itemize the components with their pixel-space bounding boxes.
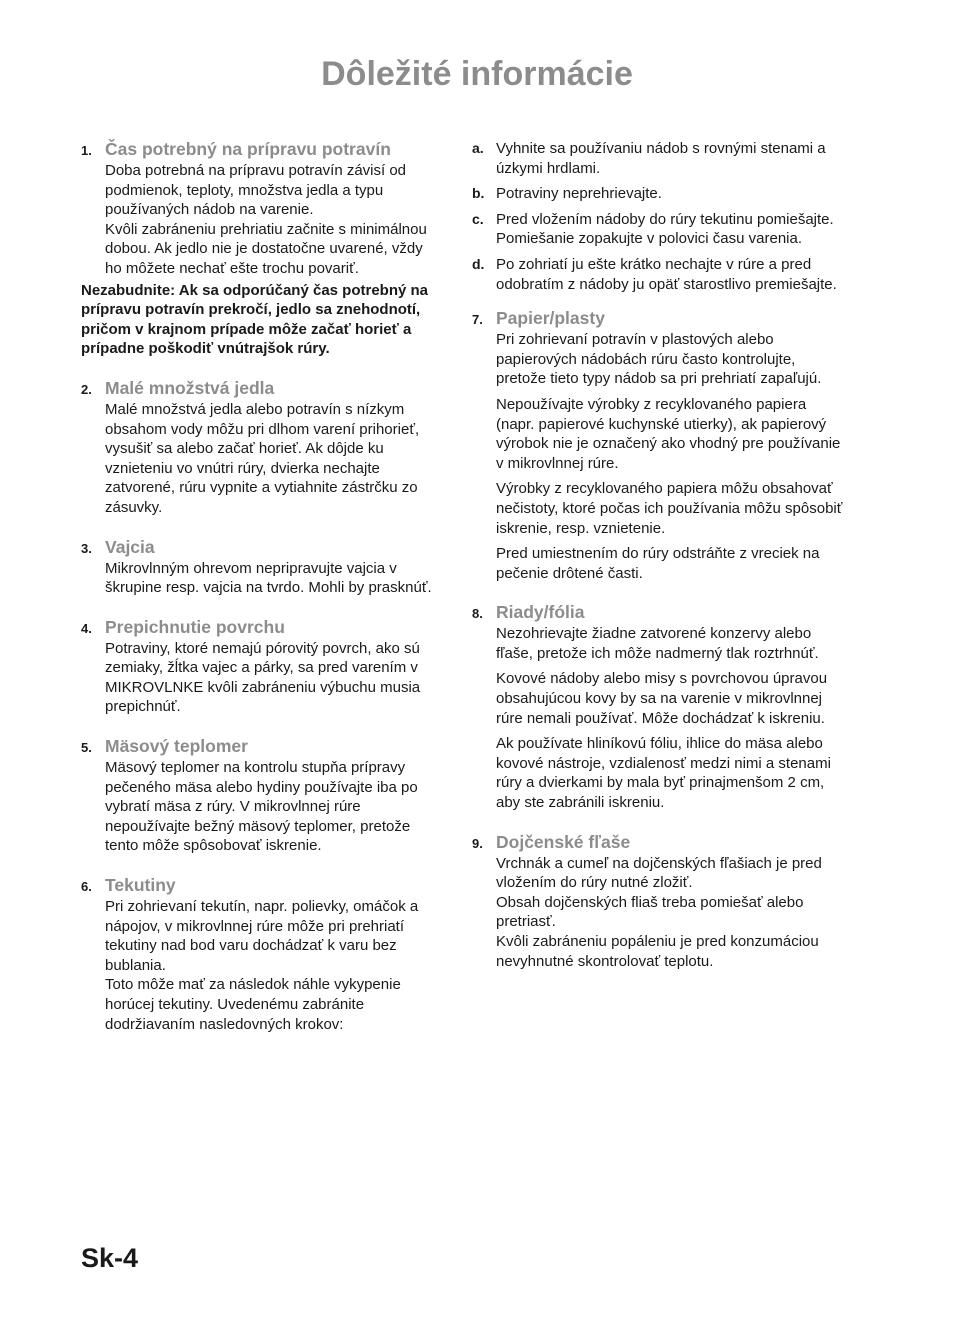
section-number: 3. [81, 540, 92, 556]
section-heading [472, 832, 844, 854]
section-title: Dojčenské fľaše [496, 831, 631, 852]
paragraph: Doba potrebná na prípravu potravín závisí od podmienok, teploty, množstva jedla a typu používaných nádob na varenie. [105, 162, 407, 219]
section-heading [472, 602, 844, 624]
section-heading [472, 308, 844, 330]
section-heading [81, 139, 443, 161]
section-heading [81, 875, 443, 897]
section-title: Malé množstvá jedla [105, 377, 275, 398]
section-heading [81, 378, 443, 400]
paragraph: Potraviny, ktoré nemajú pórovitý povrch, ako sú zemiaky, žĺtka vajec a párky, sa pred varením v MIKROVLNKE kvôli zabráneniu výbuchu musia prepichnúť. [105, 639, 421, 716]
list-letter: a. [472, 140, 484, 156]
section-heading [81, 736, 443, 758]
section-title: Čas potrebný na prípravu potravín [105, 139, 391, 159]
list-letter: d. [472, 255, 485, 272]
paragraph: Pri zohrievaní tekutín, napr. polievky, omáčok a nápojov, v mikrovlnnej rúre môže pri prehriatí tekutiny nad bod varu dochádzať k varu bez bublania. [105, 898, 419, 974]
paragraph: Mikrovlnným ohrevom nepripravujte vajcia v škrupine resp. vajcia na tvrdo. Mohli by prasknúť. [105, 559, 432, 597]
section-preparation-time [81, 139, 443, 359]
paragraph: Vrchnák a cumeľ na dojčenských fľašiach je pred vložením do rúry nutné zložiť. [496, 854, 822, 892]
list-text: Pred vložením nádoby do rúry tekutinu pomiešajte. Pomiešanie zopakujte v polovici času varenia. [496, 210, 834, 248]
right-column [472, 139, 844, 990]
left-column [81, 139, 443, 1053]
list-item [472, 255, 844, 294]
warning-note: Nezabudnite: Ak sa odporúčaný čas potrebný na prípravu potravín prekročí, jedlo sa znehodnotí, pričom v krajnom prípade môže začať horieť a prípadne poškodiť vnútrajšok rúry. [81, 281, 429, 358]
section-title: Riady/fólia [496, 602, 585, 623]
section-heading [81, 617, 443, 639]
paragraph: Malé množstvá jedla alebo potravín s nízkym obsahom vody môžu pri dlhom varení prihorieť, vysušiť sa alebo začať horieť. Ak dôjde ku vznieteniu vo vnútri rúry, dvierka nechajte zatvorené, rúru vypnite a vytiahnite zástrčku zo zásuvky. [105, 400, 420, 516]
section-number: 4. [81, 620, 92, 636]
section-number: 1. [81, 143, 92, 158]
section-title: Papier/plasty [496, 308, 605, 329]
paragraph: Nepoužívajte výrobky z recyklovaného papiera (napr. papierové kuchynské utierky), ak papierový výrobok nie je označený ako vhodný pre používanie v mikrovlnnej rúre. [496, 395, 841, 472]
section-dishes-foil [472, 602, 844, 812]
section-number: 7. [472, 312, 483, 328]
paragraph: Nezohrievajte žiadne zatvorené konzervy alebo fľaše, pretože ich môže nadmerný tlak roztrhnúť. [496, 625, 819, 662]
section-heading [81, 537, 443, 559]
list-item [472, 210, 844, 249]
section-title: Tekutiny [105, 875, 176, 896]
page-title: Dôležité informácie [321, 55, 633, 93]
paragraph: Pred umiestnením do rúry odstráňte z vreciek na pečenie drôtené časti. [496, 545, 820, 582]
paragraph: Toto môže mať za následok náhle vykypenie horúcej tekutiny. Uvedenému zabránite dodržiavaním nasledovných krokov: [105, 976, 401, 1033]
paragraph: Kovové nádoby alebo misy s povrchovou úpravou obsahujúcou kovy by sa na varenie v mikrovlnnej rúre nemali používať. Môže dochádzať k iskreniu. [496, 670, 828, 727]
section-title: Vajcia [105, 536, 155, 557]
section-liquids [81, 875, 443, 1034]
list-letter: c. [472, 210, 484, 227]
list-item [472, 139, 844, 178]
paragraph: Obsah dojčenských fliaš treba pomiešať alebo pretriasť. [496, 893, 804, 931]
paragraph: Výrobky z recyklovaného papiera môžu obsahovať nečistoty, ktoré počas ich používania môžu spôsobiť iskrenie, resp. vznietenie. [496, 480, 843, 537]
paragraph: Kvôli zabráneniu prehriatiu začnite s minimálnou dobou. Ak jedlo nie je dostatočne uvarené, vždy ho môžete nechať ešte trochu povariť. [105, 220, 427, 277]
section-number: 5. [81, 740, 92, 756]
section-small-quantities [81, 378, 443, 518]
paragraph: Mäsový teplomer na kontrolu stupňa prípravy pečeného mäsa alebo hydiny používajte iba po vybratí mäsa z rúry. V mikrovlnnej rúre nepoužívajte bežný mäsový teplomer, pretože tento môže spôsobovať iskrenie. [105, 759, 418, 855]
liquid-steps-list [472, 139, 844, 294]
paragraph: Pri zohrievaní potravín v plastových alebo papierových nádobách rúru často kontrolujte, pretože tieto typy nádob sa pri prehriatí zapaľujú. [496, 331, 822, 388]
list-text: Vyhnite sa používaniu nádob s rovnými stenami a úzkymi hrdlami. [496, 140, 826, 177]
paragraph: Kvôli zabráneniu popáleniu je pred konzumáciou nevyhnutné skontrolovať teplotu. [496, 933, 819, 970]
section-paper-plastics [472, 308, 844, 583]
list-item [472, 184, 844, 204]
section-number: 6. [81, 879, 92, 895]
section-piercing [81, 617, 443, 717]
section-baby-bottles [472, 832, 844, 972]
section-number: 8. [472, 606, 483, 622]
list-letter: b. [472, 185, 485, 202]
section-eggs [81, 537, 443, 598]
list-text: Potraviny neprehrievajte. [496, 185, 662, 203]
paragraph: Ak používate hliníkovú fóliu, ihlice do mäsa alebo kovové nástroje, vzdialenosť medzi nimi a stenami rúry a dvierkami by mala byť prinajmenšom 2 cm, aby ste zabránili iskreniu. [496, 735, 831, 812]
section-number: 9. [472, 835, 483, 851]
section-number: 2. [81, 381, 92, 397]
list-text: Po zohriatí ju ešte krátko nechajte v rúre a pred odobratím z nádoby ju opäť starostlivo premiešajte. [496, 255, 837, 293]
section-title: Mäsový teplomer [105, 736, 248, 757]
page-number: Sk-4 [81, 1243, 139, 1273]
section-meat-thermometer [81, 736, 443, 856]
section-title: Prepichnutie povrchu [105, 616, 285, 637]
